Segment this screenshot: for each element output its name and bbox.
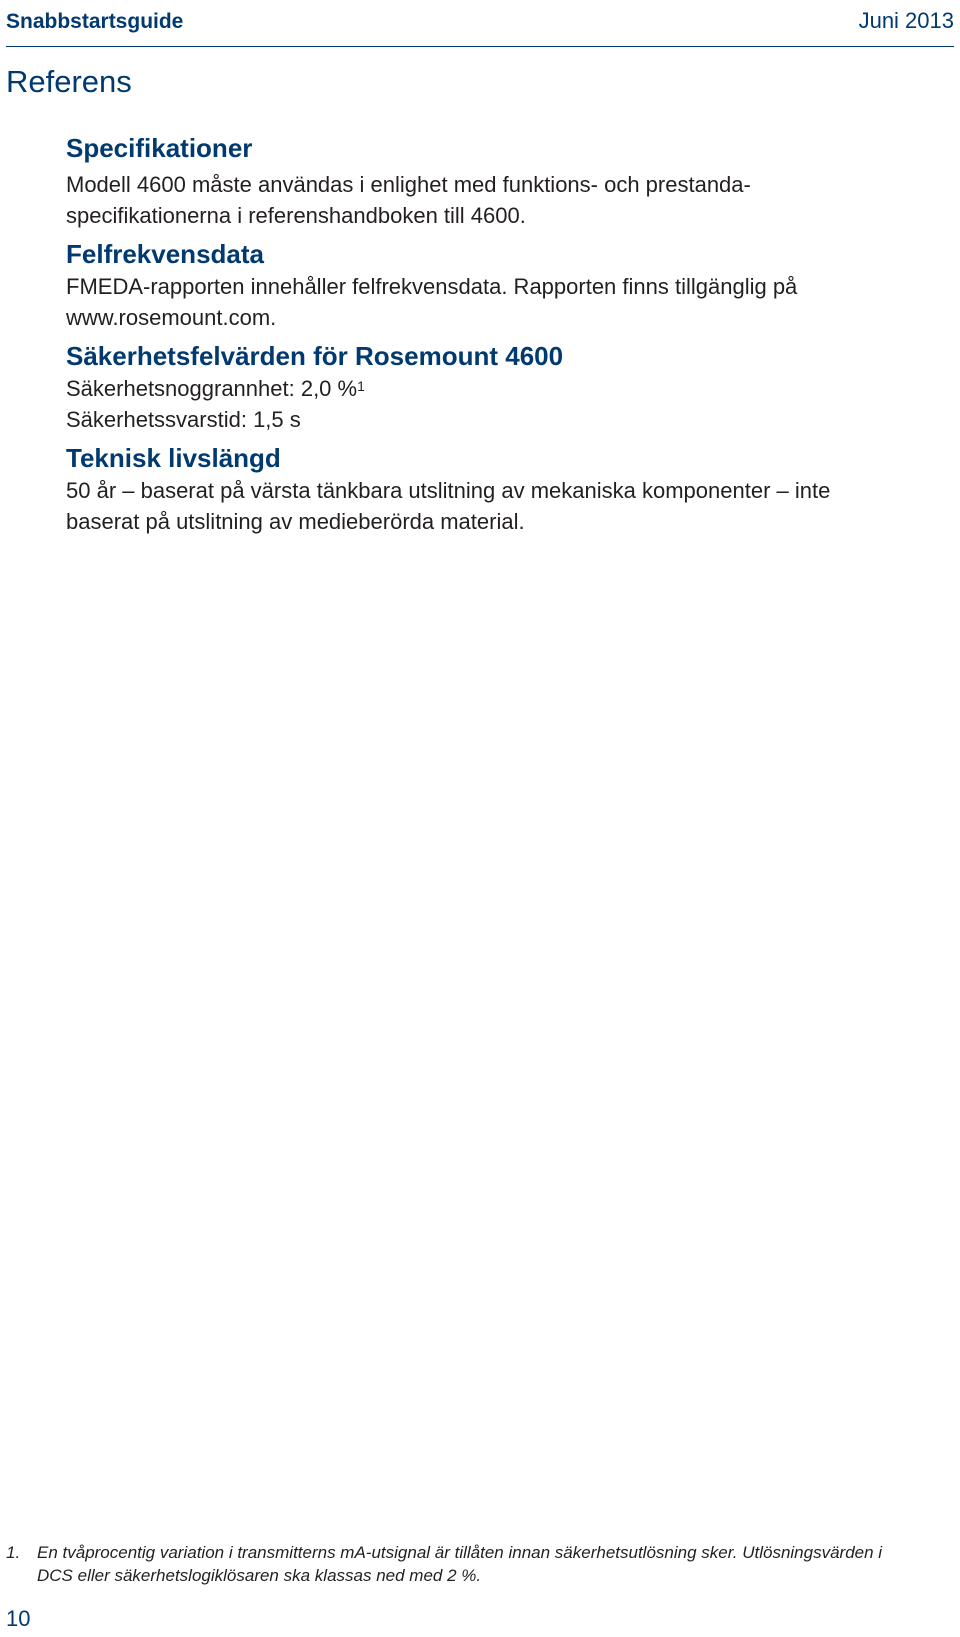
lifetime-line-1: 50 år – baserat på värsta tänkbara utslitning av mekaniska komponenter – inte — [66, 478, 831, 503]
footnote — [6, 1541, 946, 1587]
footnote-line-1: En tvåprocentig variation i transmitterns mA-utsignal är tillåten innan säkerhetsutlösning sker. Utlösningsvärden i — [37, 1543, 883, 1562]
footnote-number: 1. — [6, 1543, 21, 1562]
specifications-line-2: specifikationerna i referenshandboken till 4600. — [66, 203, 526, 228]
footnote-ref: 1 — [357, 378, 365, 394]
safety-accuracy-text: Säkerhetsnoggrannhet: 2,0 % — [66, 376, 358, 401]
failure-rate-line-2: www.rosemount.com. — [66, 305, 277, 330]
guide-title: Snabbstartsguide — [6, 10, 184, 33]
section-title: Referens — [6, 64, 132, 99]
safety-response-time: Säkerhetssvarstid: 1,5 s — [66, 407, 301, 432]
footnote-line-2: DCS eller säkerhetslogiklösaren ska klassas ned med 2 %. — [37, 1566, 482, 1585]
page-number: 10 — [6, 1606, 31, 1631]
safety-accuracy — [66, 373, 946, 404]
heading-safety-values: Säkerhetsfelvärden för Rosemount 4600 — [66, 341, 564, 371]
main-content — [66, 131, 946, 537]
page-header — [6, 0, 954, 47]
failure-rate-line-1: FMEDA-rapporten innehåller felfrekvensdata. Rapporten finns tillgänglig på — [66, 274, 798, 299]
heading-specifications: Specifikationer — [66, 133, 253, 163]
heading-failure-rate: Felfrekvensdata — [66, 239, 264, 269]
heading-lifetime: Teknisk livslängd — [66, 443, 281, 473]
publication-date: Juni 2013 — [858, 8, 954, 33]
lifetime-line-2: baserat på utslitning av medieberörda material. — [66, 509, 525, 534]
specifications-line-1: Modell 4600 måste användas i enlighet med funktions- och prestanda- — [66, 172, 751, 197]
